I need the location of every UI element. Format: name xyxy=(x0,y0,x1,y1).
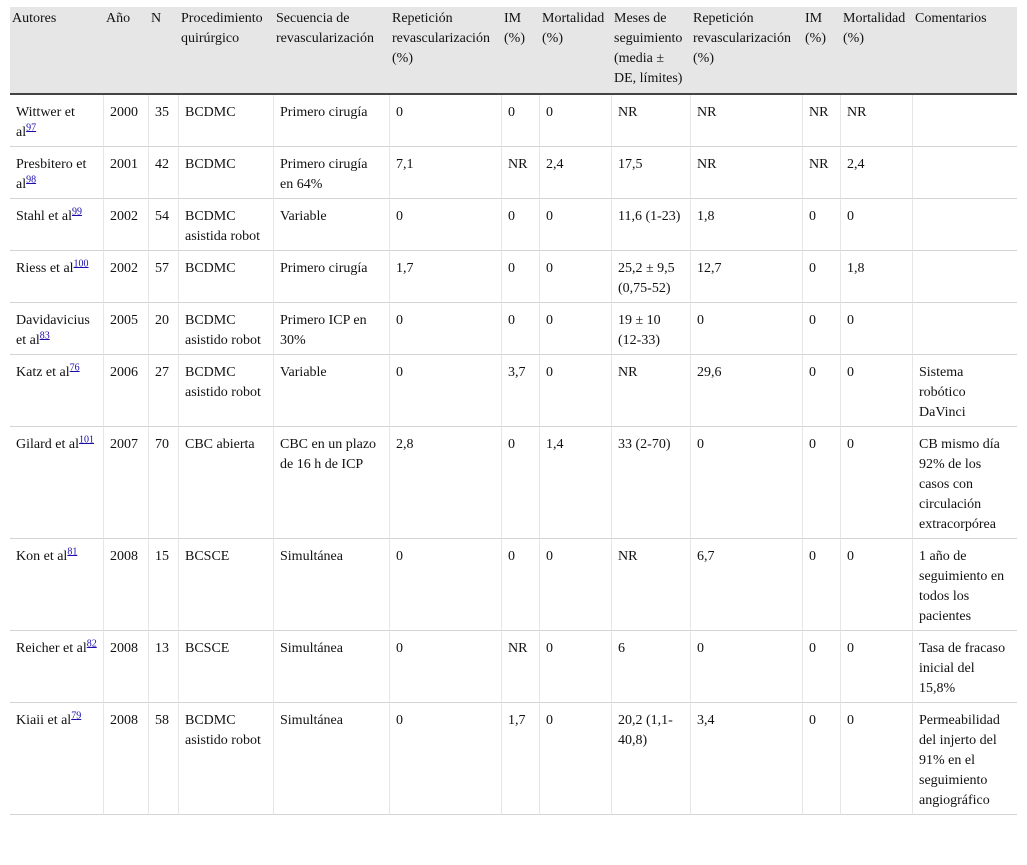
table-cell xyxy=(913,199,1017,251)
reference-superscript xyxy=(87,638,97,649)
table-row xyxy=(10,95,1017,147)
table-cell: BCDMC asistido robot xyxy=(179,355,274,427)
table-cell: 1,8 xyxy=(841,251,913,303)
reference-superscript xyxy=(74,258,89,269)
header-cell: Meses de seguimiento (media ± DE, límites) xyxy=(612,7,691,95)
table-row xyxy=(10,539,1017,631)
reference-superscript xyxy=(72,206,82,217)
table-cell: 42 xyxy=(149,147,179,199)
author-cell xyxy=(10,539,104,631)
table-cell: 6,7 xyxy=(691,539,803,631)
header-cell: Comentarios xyxy=(913,7,1017,95)
table-row xyxy=(10,355,1017,427)
author-cell xyxy=(10,631,104,703)
table-cell: BCDMC xyxy=(179,251,274,303)
author-name: Gilard et al xyxy=(16,437,79,452)
table-cell: Permeabilidad del injerto del 91% en el seguimiento angiográfico xyxy=(913,703,1017,815)
table-cell: 20,2 (1,1-40,8) xyxy=(612,703,691,815)
table-cell: 1 año de seguimiento en todos los pacientes xyxy=(913,539,1017,631)
header-cell: N xyxy=(149,7,179,95)
table-cell xyxy=(913,251,1017,303)
table-cell: BCDMC asistido robot xyxy=(179,703,274,815)
table-cell: 1,8 xyxy=(691,199,803,251)
table-cell: 0 xyxy=(841,427,913,539)
reference-link[interactable]: 97 xyxy=(26,122,37,134)
table-cell: 0 xyxy=(841,199,913,251)
table-cell: 2008 xyxy=(104,703,149,815)
table-cell: NR xyxy=(612,355,691,427)
author-name: Kiaii et al xyxy=(16,713,72,728)
reference-link[interactable]: 79 xyxy=(71,710,82,722)
table-cell: Simultánea xyxy=(274,631,390,703)
table-cell: 0 xyxy=(691,631,803,703)
table-cell: BCSCE xyxy=(179,539,274,631)
table-cell: 19 ± 10 (12-33) xyxy=(612,303,691,355)
table-cell: 33 (2-70) xyxy=(612,427,691,539)
table-cell: NR xyxy=(612,95,691,147)
table-cell: 0 xyxy=(502,427,540,539)
table-cell: 2008 xyxy=(104,539,149,631)
table-cell: 0 xyxy=(540,539,612,631)
table-cell: 0 xyxy=(502,95,540,147)
table-cell: 0 xyxy=(803,427,841,539)
table-cell: Sistema robótico DaVinci xyxy=(913,355,1017,427)
author-cell xyxy=(10,427,104,539)
table-cell: NR xyxy=(803,147,841,199)
reference-link[interactable]: 101 xyxy=(78,434,94,446)
table-row xyxy=(10,147,1017,199)
table-cell: 0 xyxy=(540,199,612,251)
table-row xyxy=(10,303,1017,355)
table-cell: Primero cirugía xyxy=(274,251,390,303)
table-cell: 29,6 xyxy=(691,355,803,427)
header-cell: Procedimiento quirúrgico xyxy=(179,7,274,95)
table-cell: 0 xyxy=(540,703,612,815)
author-name: Riess et al xyxy=(16,261,74,276)
header-cell: Repetición revascularización (%) xyxy=(390,7,502,95)
table-container xyxy=(10,7,1017,815)
table-cell: 0 xyxy=(803,539,841,631)
table-cell: 0 xyxy=(841,355,913,427)
table-row xyxy=(10,251,1017,303)
table-row xyxy=(10,703,1017,815)
author-name: Katz et al xyxy=(16,365,70,380)
table-cell: 2006 xyxy=(104,355,149,427)
table-cell: 2,8 xyxy=(390,427,502,539)
table-cell: BCDMC asistido robot xyxy=(179,303,274,355)
table-cell: 3,4 xyxy=(691,703,803,815)
reference-link[interactable]: 99 xyxy=(72,206,82,218)
table-cell: 0 xyxy=(502,251,540,303)
table-cell: BCDMC xyxy=(179,95,274,147)
table-cell: 57 xyxy=(149,251,179,303)
table-cell: 1,7 xyxy=(390,251,502,303)
table-cell: NR xyxy=(691,95,803,147)
table-cell: 17,5 xyxy=(612,147,691,199)
table-cell: 0 xyxy=(502,539,540,631)
header-cell: Repetición revascularización (%) xyxy=(691,7,803,95)
author-cell xyxy=(10,147,104,199)
reference-superscript xyxy=(67,546,77,557)
table-row xyxy=(10,427,1017,539)
table-cell: 0 xyxy=(540,251,612,303)
table-cell: 0 xyxy=(540,303,612,355)
table-cell: 13 xyxy=(149,631,179,703)
table-cell: CBC abierta xyxy=(179,427,274,539)
author-name: Kon et al xyxy=(16,549,68,564)
header-cell: IM (%) xyxy=(502,7,540,95)
table-cell: 12,7 xyxy=(691,251,803,303)
table-cell: 0 xyxy=(390,539,502,631)
reference-link[interactable]: 82 xyxy=(86,638,97,650)
table-cell: BCSCE xyxy=(179,631,274,703)
table-cell: 0 xyxy=(803,703,841,815)
table-cell: Simultánea xyxy=(274,703,390,815)
reference-superscript xyxy=(40,330,50,341)
table-cell: 0 xyxy=(390,355,502,427)
table-cell: Primero cirugía xyxy=(274,95,390,147)
reference-superscript xyxy=(71,710,81,721)
reference-link[interactable]: 100 xyxy=(73,258,89,270)
author-cell xyxy=(10,95,104,147)
author-name: Presbitero et al xyxy=(16,157,87,192)
table-cell: CB mismo día 92% de los casos con circulación extracorpórea xyxy=(913,427,1017,539)
table-cell: 54 xyxy=(149,199,179,251)
header-cell: Mortalidad (%) xyxy=(540,7,612,95)
reference-link[interactable]: 81 xyxy=(67,546,78,558)
table-cell: NR xyxy=(612,539,691,631)
table-cell: 0 xyxy=(803,631,841,703)
author-cell xyxy=(10,703,104,815)
table-cell: 7,1 xyxy=(390,147,502,199)
table-row xyxy=(10,199,1017,251)
table-cell: BCDMC asistida robot xyxy=(179,199,274,251)
author-name: Reicher et al xyxy=(16,641,87,656)
data-table xyxy=(10,7,1017,815)
table-cell: 58 xyxy=(149,703,179,815)
table-cell: 0 xyxy=(691,427,803,539)
table-cell: 0 xyxy=(841,303,913,355)
table-cell: 0 xyxy=(540,95,612,147)
table-cell: NR xyxy=(803,95,841,147)
table-cell: 0 xyxy=(803,303,841,355)
table-cell: NR xyxy=(841,95,913,147)
reference-link[interactable]: 98 xyxy=(26,174,37,186)
table-cell: 2,4 xyxy=(841,147,913,199)
reference-superscript xyxy=(26,174,36,185)
table-cell: 15 xyxy=(149,539,179,631)
reference-link[interactable]: 76 xyxy=(69,362,80,374)
table-cell: 2005 xyxy=(104,303,149,355)
table-cell: 0 xyxy=(691,303,803,355)
table-cell: 0 xyxy=(841,703,913,815)
table-cell: BCDMC xyxy=(179,147,274,199)
table-cell: 0 xyxy=(803,251,841,303)
table-cell: 0 xyxy=(803,199,841,251)
author-name: Davidavicius et al xyxy=(16,313,90,348)
table-cell: Simultánea xyxy=(274,539,390,631)
table-cell: NR xyxy=(502,631,540,703)
author-cell xyxy=(10,355,104,427)
reference-superscript xyxy=(26,122,36,133)
table-cell xyxy=(913,147,1017,199)
reference-superscript xyxy=(70,362,80,373)
table-cell: 0 xyxy=(502,303,540,355)
header-cell: Mortalidad (%) xyxy=(841,7,913,95)
table-cell: 2008 xyxy=(104,631,149,703)
table-cell: 0 xyxy=(841,631,913,703)
table-cell: Primero ICP en 30% xyxy=(274,303,390,355)
table-body xyxy=(10,95,1017,815)
header-cell: Secuencia de revascularización xyxy=(274,7,390,95)
table-cell: 0 xyxy=(390,303,502,355)
header-cell: Año xyxy=(104,7,149,95)
table-cell: 0 xyxy=(540,631,612,703)
table-cell: 25,2 ± 9,5 (0,75-52) xyxy=(612,251,691,303)
header-cell: Autores xyxy=(10,7,104,95)
table-cell: Variable xyxy=(274,199,390,251)
table-cell: Primero cirugía en 64% xyxy=(274,147,390,199)
table-row xyxy=(10,631,1017,703)
table-cell: 2001 xyxy=(104,147,149,199)
table-cell: 27 xyxy=(149,355,179,427)
author-name: Stahl et al xyxy=(16,209,72,224)
table-cell: 11,6 (1-23) xyxy=(612,199,691,251)
table-cell: 0 xyxy=(390,703,502,815)
table-cell: 2002 xyxy=(104,251,149,303)
table-cell: 2002 xyxy=(104,199,149,251)
table-cell: 35 xyxy=(149,95,179,147)
table-cell: 0 xyxy=(390,199,502,251)
table-cell: 0 xyxy=(502,199,540,251)
table-cell: 0 xyxy=(390,95,502,147)
author-name: Wittwer et al xyxy=(16,105,75,140)
header-row xyxy=(10,7,1017,95)
table-cell: 0 xyxy=(803,355,841,427)
header-cell: IM (%) xyxy=(803,7,841,95)
table-cell: NR xyxy=(502,147,540,199)
table-cell: 1,7 xyxy=(502,703,540,815)
reference-superscript xyxy=(79,434,94,445)
table-cell: 0 xyxy=(390,631,502,703)
table-cell: CBC en un plazo de 16 h de ICP xyxy=(274,427,390,539)
table-cell: Tasa de fracaso inicial del 15,8% xyxy=(913,631,1017,703)
table-cell: 6 xyxy=(612,631,691,703)
table-cell: 70 xyxy=(149,427,179,539)
table-cell: 3,7 xyxy=(502,355,540,427)
author-cell xyxy=(10,251,104,303)
table-cell xyxy=(913,303,1017,355)
table-cell: 2,4 xyxy=(540,147,612,199)
table-cell: 0 xyxy=(841,539,913,631)
table-cell: 1,4 xyxy=(540,427,612,539)
table-cell: 0 xyxy=(540,355,612,427)
table-cell: 2007 xyxy=(104,427,149,539)
table-cell xyxy=(913,95,1017,147)
table-cell: NR xyxy=(691,147,803,199)
author-cell xyxy=(10,199,104,251)
table-cell: Variable xyxy=(274,355,390,427)
table-cell: 2000 xyxy=(104,95,149,147)
author-cell xyxy=(10,303,104,355)
reference-link[interactable]: 83 xyxy=(39,330,50,342)
table-cell: 20 xyxy=(149,303,179,355)
